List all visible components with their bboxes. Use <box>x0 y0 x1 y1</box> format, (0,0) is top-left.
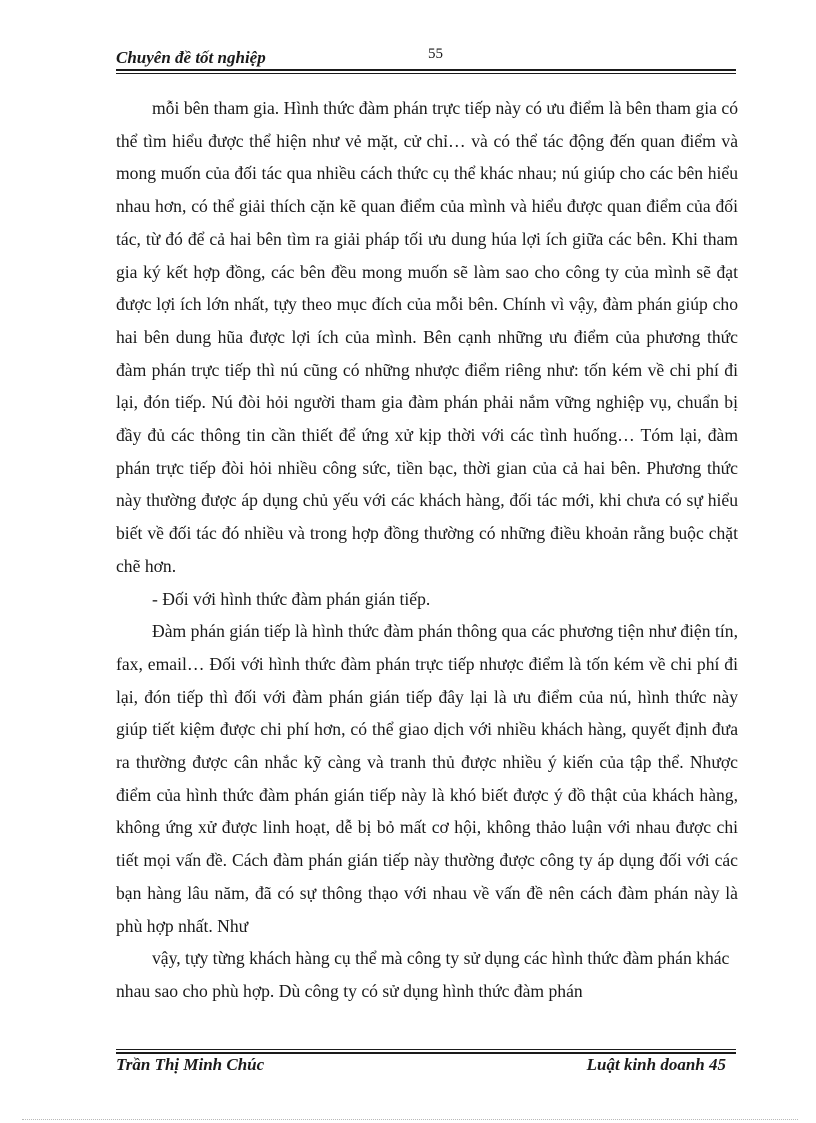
body-text <box>116 92 738 1008</box>
page-edge-divider <box>22 1119 798 1120</box>
paragraph-4: vậy, tựy từng khách hàng cụ thể mà công ty sử dụng các hình thức đàm phán khác nhau sao cho phù hợp. Dù công ty có sử dụng hình thức đàm phán <box>116 948 730 1001</box>
footer-rule-thick <box>116 1052 736 1054</box>
page-number: 55 <box>428 46 443 62</box>
page-footer <box>116 1055 736 1079</box>
header-title: Chuyên đề tốt nghiệp <box>116 48 266 67</box>
footer-class-name: Luật kinh doanh 45 <box>586 1055 726 1074</box>
footer-author: Trần Thị Minh Chúc <box>116 1055 265 1074</box>
paragraph-2: - Đối với hình thức đàm phán gián tiếp. <box>152 588 431 609</box>
header-rule-thin <box>116 73 736 74</box>
paragraph-3: Đàm phán gián tiếp là hình thức đàm phán thông qua các phương tiện như điện tín, fax, email… Đối với hình thức đàm phán trực tiếp nhược điểm là tốn kém về chi phí đi lại, đón tiếp thì đối với đàm phán gián tiếp đây lại là ưu điểm của nú, hình thức này giúp tiết kiệm được chi phí hơn, có thể giao dịch với nhiều khách hàng, quyết định đưa ra thường được cân nhắc kỹ càng và tranh thủ được nhiều ý kiến của tập thể. Nhược điểm của hình thức đàm phán gián tiếp này là khó biết được ý đồ thật của khách hàng, không ứng xử được linh hoạt, dễ bị bỏ mất cơ hội, không thảo luận với nhau được chi tiết mọi vấn đề. Cách đàm phán gián tiếp này thường được công ty áp dụng đối với các bạn hàng lâu năm, đã có sự thông thạo với nhau về vấn đề nên cách đàm phán này là phù hợp nhất. Như <box>116 621 738 936</box>
paragraph-1: mỗi bên tham gia. Hình thức đàm phán trực tiếp này có ưu điểm là bên tham gia có thể tìm hiểu được thể hiện như vẻ mặt, cử chỉ… và có thể tác động đến quan điểm và mong muốn của đối tác qua nhiều cách thức cụ thể khác nhau; nú giúp cho các bên hiểu nhau hơn, có thể giải thích cặn kẽ quan điểm của mình và hiểu được quan điểm của đối tác, từ đó để cả hai bên tìm ra giải pháp tối ưu dung húa lợi ích giữa các bên. Khi tham gia ký kết hợp đồng, các bên đều mong muốn sẽ làm sao cho công ty của mình sẽ đạt được lợi ích lớn nhất, tựy theo mục đích của mỗi bên. Chính vì vậy, đàm phán giúp cho hai bên dung hũa được lợi ích của mình. Bên cạnh những ưu điểm của phương thức đàm phán trực tiếp thì nú cũng có những nhược điểm riêng như: tốn kém về chi phí đi lại, đón tiếp. Nú đòi hỏi người tham gia đàm phán phải nắm vững nghiệp vụ, chuẩn bị đầy đủ các thông tin cần thiết để ứng xử kịp thời với các tình huống… Tóm lại, đàm phán trực tiếp đòi hỏi nhiều công sức, tiền bạc, thời gian của cả hai bên. Phương thức này thường được áp dụng chủ yếu với các khách hàng, đối tác mới, khi chưa có sự hiểu biết về đối tác đó nhiều và trong hợp đồng thường có những điều khoản rằng buộc chặt chẽ hơn. <box>116 98 738 576</box>
header-rule-thick <box>116 69 736 71</box>
footer-rule-thin <box>116 1049 736 1050</box>
